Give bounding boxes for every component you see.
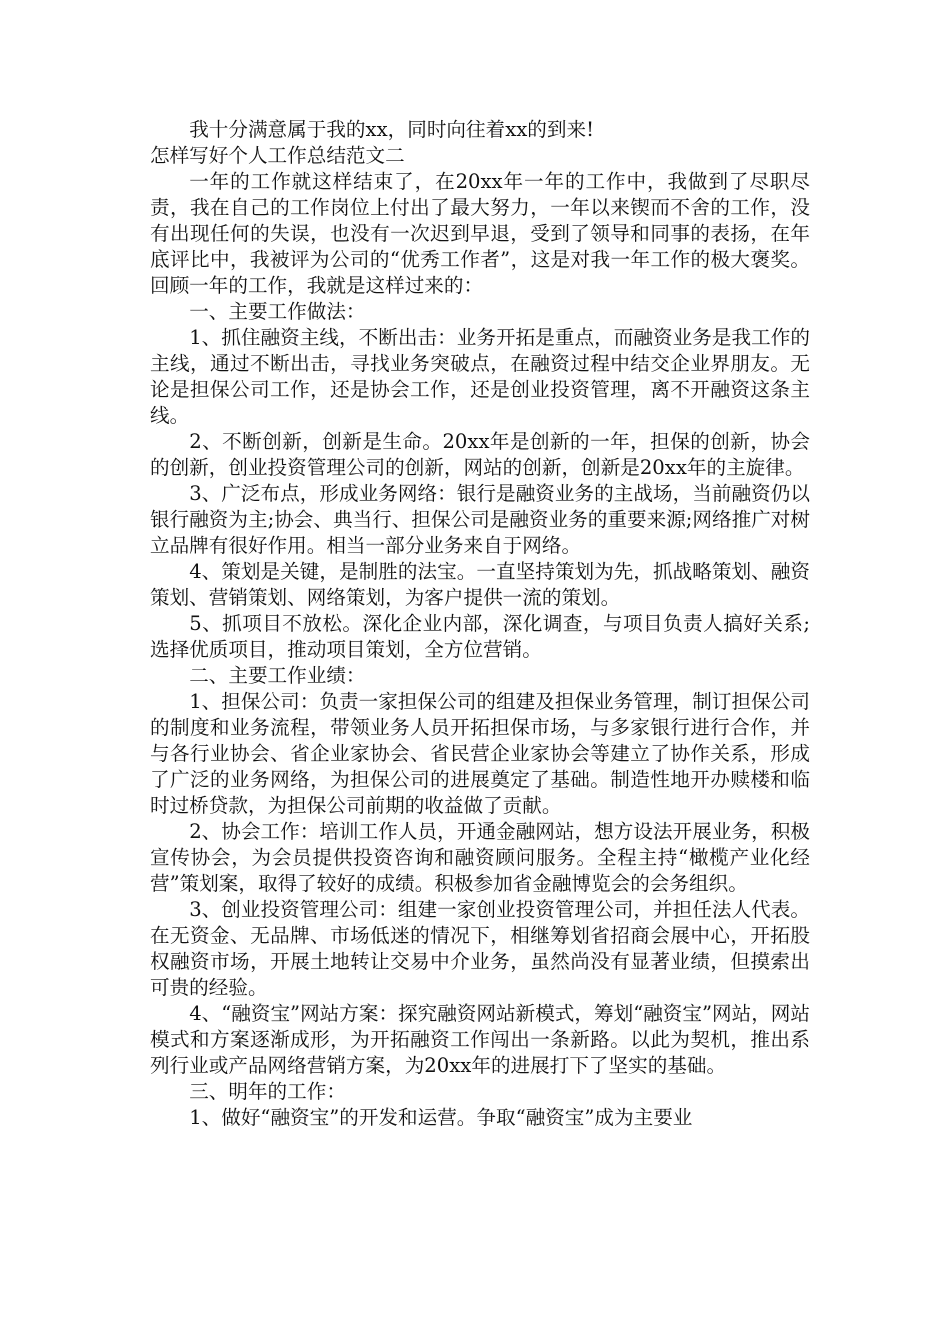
achievement-item-1: 1、担保公司：负责一家担保公司的组建及担保业务管理，制订担保公司的制度和业务流程，带领业务人员开拓担保市场，与多家银行进行合作，并与各行业协会、省企业家协会、省民营企业家协会等建立了协作关系，形成了广泛的业务网络，为担保公司的进展奠定了基础。制造性地开办赎楼和临时过桥贷款，为担保公司前期的收益做了贡献。 <box>150 690 810 817</box>
next-year-item-1: 1、做好“融资宝”的开发和运营。争取“融资宝”成为主要业 <box>189 1106 693 1129</box>
method-item-2: 2、不断创新，创新是生命。20xx年是创新的一年，担保的创新，协会的创新，创业投资管理公司的创新，网站的创新，创新是20xx年的主旋律。 <box>150 430 810 479</box>
achievement-item-4: 4、“融资宝”网站方案：探究融资网站新模式，筹划“融资宝”网站，网站模式和方案逐渐成形，为开拓融资工作闯出一条新路。以此为契机，推出系列行业或产品网络营销方案，为20xx年的进展打下了坚实的基础。 <box>150 1002 810 1077</box>
method-item-1: 1、抓住融资主线，不断出击：业务开拓是重点，而融资业务是我工作的主线，通过不断出击，寻找业务突破点，在融资过程中结交企业界朋友。无论是担保公司工作，还是协会工作，还是创业投资管理，离不开融资这条主线。 <box>150 326 810 427</box>
achievement-item-3: 3、创业投资管理公司：组建一家创业投资管理公司，并担任法人代表。在无资金、无品牌、市场低迷的情况下，相继筹划省招商会展中心，开拓股权融资市场，开展土地转让交易中介业务，虽然尚没有显著业绩，但摸索出可贵的经验。 <box>150 898 810 999</box>
subheading-achievements: 二、主要工作业绩： <box>189 664 366 687</box>
closing-sentence: 我十分满意属于我的xx，同时向往着xx的到来! <box>189 118 594 141</box>
document-body <box>150 117 810 1131</box>
section-title: 怎样写好个人工作总结范文二 <box>150 144 405 167</box>
subheading-methods: 一、主要工作做法： <box>189 300 366 323</box>
intro-paragraph: 一年的工作就这样结束了，在20xx年一年的工作中，我做到了尽职尽责，我在自己的工作岗位上付出了最大努力，一年以来锲而不舍的工作，没有出现任何的失误，也没有一次迟到早退，受到了领导和同事的表扬，在年底评比中，我被评为公司的“优秀工作者”，这是对我一年工作的极大褒奖。回顾一年的工作，我就是这样过来的： <box>150 170 810 297</box>
achievement-item-2: 2、协会工作：培训工作人员，开通金融网站，想方设法开展业务，积极宣传协会，为会员提供投资咨询和融资顾问服务。全程主持“橄榄产业化经营”策划案，取得了较好的成绩。积极参加省金融博览会的会务组织。 <box>150 820 810 895</box>
subheading-next-year: 三、明年的工作： <box>189 1080 346 1103</box>
method-item-5: 5、抓项目不放松。深化企业内部，深化调查，与项目负责人搞好关系;选择优质项目，推动项目策划，全方位营销。 <box>150 612 810 661</box>
method-item-4: 4、策划是关键，是制胜的法宝。一直坚持策划为先，抓战略策划、融资策划、营销策划、网络策划，为客户提供一流的策划。 <box>150 560 810 609</box>
method-item-3: 3、广泛布点，形成业务网络：银行是融资业务的主战场，当前融资仍以银行融资为主;协会、典当行、担保公司是融资业务的重要来源;网络推广对树立品牌有很好作用。相当一部分业务来自于网络。 <box>150 482 810 557</box>
